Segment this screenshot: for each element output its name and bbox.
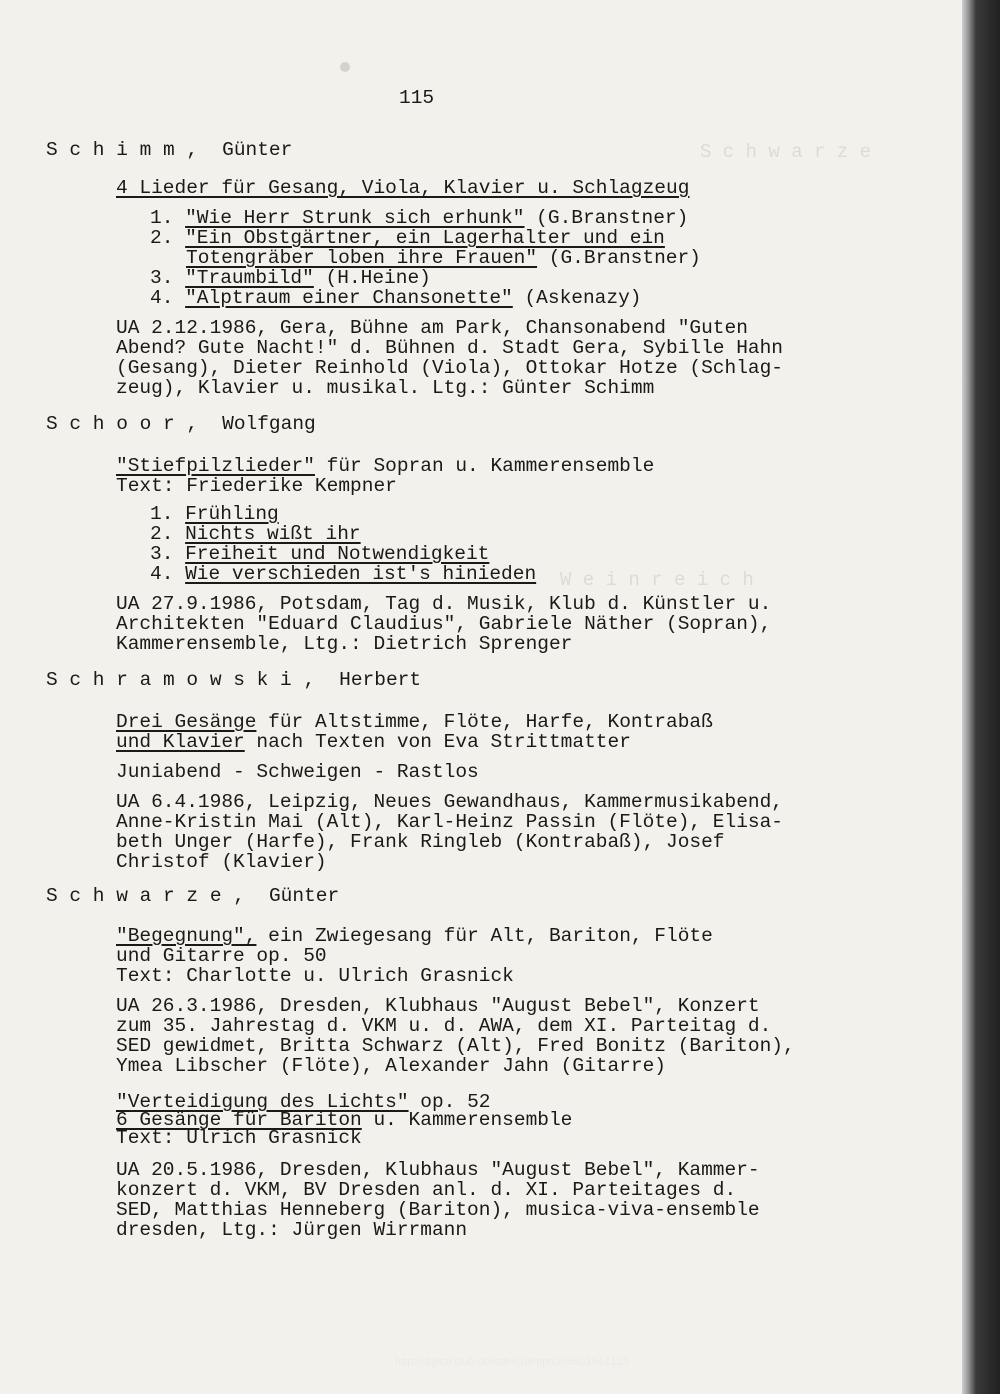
work-title: 4 Lieder für Gesang, Viola, Klavier u. Schlagzeug (116, 177, 690, 199)
composer-first-name: Günter (222, 139, 293, 161)
work-title-main: "Stiefpilzlieder" (116, 455, 315, 477)
song-item (150, 268, 431, 288)
song-number: 4. (150, 563, 174, 585)
premiere-line: Architekten "Eduard Claudius", Gabriele Näther (Sopran), (116, 613, 772, 635)
work-title-rest: u. Kammerensemble (361, 1109, 573, 1131)
work-title (116, 456, 654, 476)
premiere-line: (Gesang), Dieter Reinhold (Viola), Ottokar Hotze (Schlag- (116, 357, 784, 379)
text-author: Text: Friederike Kempner (116, 475, 397, 497)
song-number: 3. (150, 267, 174, 289)
premiere-line: Kammerensemble, Ltg.: Dietrich Sprenger (116, 633, 573, 655)
composer-surname: S c h r a m o w s k i , (46, 669, 316, 691)
premiere-line: zum 35. Jahrestag d. VKM u. d. AWA, dem XI. Parteitag d. (116, 1015, 772, 1037)
composer-heading (46, 414, 316, 434)
work-title-rest: für Altstimme, Flöte, Harfe, Kontrabaß (256, 711, 713, 733)
premiere-line: UA 2.12.1986, Gera, Bühne am Park, Chansonabend "Guten (116, 317, 748, 339)
composer-first-name: Herbert (339, 669, 422, 691)
song-title: Wie verschieden ist's hinieden (185, 563, 537, 585)
work-title-main: 6 Gesänge für Bariton (116, 1109, 362, 1131)
song-number: 2. (150, 227, 174, 249)
song-item (186, 248, 701, 268)
song-author: (H.Heine) (313, 267, 431, 289)
book-edge (962, 0, 1000, 1394)
song-item (150, 524, 361, 544)
premiere-line: Abend? Gute Nacht!" d. Bühnen d. Stadt Gera, Sybille Hahn (116, 337, 784, 359)
premiere-line: Christof (Klavier) (116, 851, 327, 873)
work-title-rest: für Sopran u. Kammerensemble (314, 455, 655, 477)
song-author: (G.Branstner) (537, 247, 701, 269)
song-item (150, 564, 536, 584)
composer-first-name: Günter (268, 885, 340, 907)
work-title-main: und Klavier (116, 731, 245, 753)
work-title-rest: nach Texten von Eva Strittmatter (244, 731, 631, 753)
premiere-line: Anne-Kristin Mai (Alt), Karl-Heinz Passin (Flöte), Elisa- (116, 811, 784, 833)
song-title: "Ein Obstgärtner, ein Lagerhalter und ein (185, 227, 665, 249)
composer-heading (46, 886, 339, 906)
premiere-line: UA 20.5.1986, Dresden, Klubhaus "August Bebel", Kammer- (116, 1159, 760, 1181)
song-number: 2. (150, 523, 174, 545)
page-number: 115 (399, 87, 435, 109)
premiere-line: beth Unger (Harfe), Frank Ringleb (Kontrabaß), Josef (116, 831, 725, 853)
song-number: 3. (150, 543, 174, 565)
premiere-line: konzert d. VKM, BV Dresden anl. d. XI. Parteitages d. (116, 1179, 737, 1201)
song-title: "Traumbild" (185, 267, 314, 289)
work-title (116, 926, 713, 946)
premiere-line: UA 6.4.1986, Leipzig, Neues Gewandhaus, Kammermusikabend, (116, 791, 784, 813)
work-title-main: "Verteidigung des Lichts" (116, 1091, 409, 1113)
song-item (150, 288, 642, 308)
premiere-line: dresden, Ltg.: Jürgen Wirrmann (116, 1219, 468, 1241)
song-title: Frühling (185, 503, 279, 525)
movements: Juniabend - Schweigen - Rastlos (116, 761, 479, 783)
song-title: "Alptraum einer Chansonette" (185, 287, 513, 309)
song-title: Nichts wißt ihr (185, 523, 361, 545)
premiere-line: SED gewidmet, Britta Schwarz (Alt), Fred Bonitz (Bariton), (116, 1035, 795, 1057)
song-number: 1. (150, 503, 174, 525)
text-author: Text: Ulrich Grasnick (116, 1127, 362, 1149)
premiere-line: Ymea Libscher (Flöte), Alexander Jahn (Gitarre) (116, 1055, 666, 1077)
work-title (116, 712, 713, 732)
work-title-main: "Begegnung", (116, 925, 257, 947)
text-author: Text: Charlotte u. Ulrich Grasnick (116, 965, 514, 987)
premiere-line: UA 27.9.1986, Potsdam, Tag d. Musik, Klub d. Künstler u. (116, 593, 772, 615)
song-number: 1. (150, 207, 174, 229)
composer-heading (46, 670, 421, 690)
bleed-through-text: S c h w a r z e (700, 141, 872, 163)
song-author: (G.Branstner) (524, 207, 689, 229)
premiere-line: zeug), Klavier u. musikal. Ltg.: Günter Schimm (116, 377, 655, 399)
song-number: 4. (150, 287, 174, 309)
footer-url: http://digital.slub-dresden.de/ppn30580164Z123 (395, 1356, 629, 1368)
work-title-rest: ein Zwiegesang für Alt, Bariton, Flöte (256, 925, 713, 947)
work-title-rest: op. 52 (408, 1091, 491, 1113)
song-title: "Wie Herr Strunk sich erhunk" (185, 207, 525, 229)
work-title (116, 732, 631, 752)
work-title-main: Drei Gesänge (116, 711, 257, 733)
premiere-line: UA 26.3.1986, Dresden, Klubhaus "August Bebel", Konzert (116, 995, 760, 1017)
composer-surname: S c h i m m , (46, 139, 199, 161)
premiere-line: SED, Matthias Henneberg (Bariton), musica-viva-ensemble (116, 1199, 760, 1221)
song-title: Freiheit und Notwendigkeit (185, 543, 490, 565)
song-item (150, 208, 688, 228)
composer-surname: S c h w a r z e , (46, 885, 245, 907)
song-title: Totengräber loben ihre Frauen" (186, 247, 538, 269)
song-item (150, 228, 665, 248)
song-item (150, 544, 489, 564)
composer-surname: S c h o o r , (46, 413, 199, 435)
composer-heading (46, 140, 292, 160)
paper-spot (340, 62, 350, 72)
song-author: (Askenazy) (512, 287, 642, 309)
song-item (150, 504, 279, 524)
bleed-through-text: W e i n r e i c h (560, 569, 754, 591)
composer-first-name: Wolfgang (222, 413, 316, 435)
work-title: und Gitarre op. 50 (116, 945, 327, 967)
